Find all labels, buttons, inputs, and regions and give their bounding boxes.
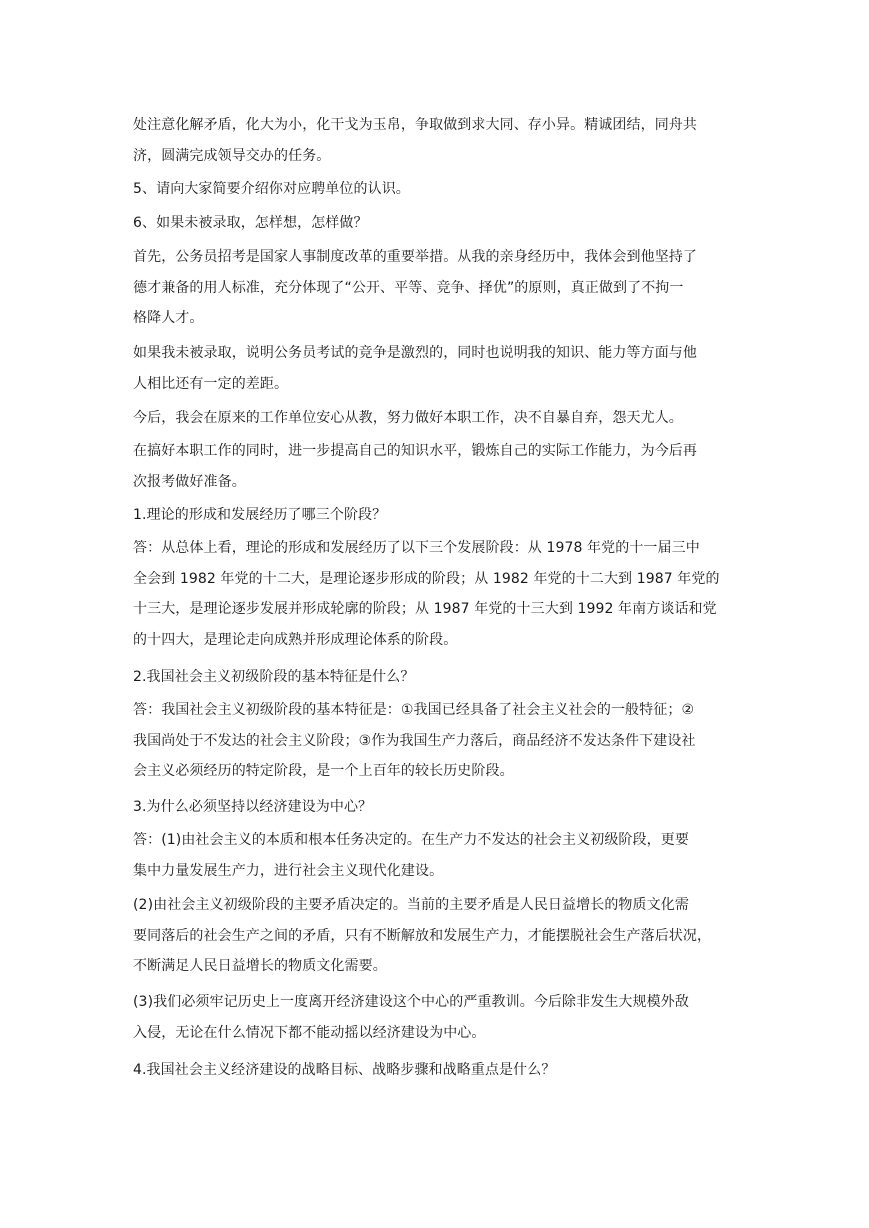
paragraph: [133, 987, 745, 1048]
text-line: 格降人才。: [133, 310, 204, 326]
text-line: 如果我未被录取，说明公务员考试的竞争是激烈的，同时也说明我的知识、能力等方面与他: [133, 345, 697, 361]
text-line: 集中力量发展生产力，进行社会主义现代化建设。: [133, 862, 444, 879]
text-line: (3)我们必须牢记历史上一度离开经济建设这个中心的严重教训。今后除非发生大规模外敌: [133, 994, 689, 1010]
paragraph: [133, 825, 745, 886]
text-line: 要同落后的社会生产之间的矛盾，只有不断解放和发展生产力，才能摆脱社会生产落后状况，: [133, 927, 712, 944]
paragraph: [133, 436, 745, 497]
paragraph: [133, 890, 745, 982]
text-line: 人相比还有一定的差距。: [133, 375, 289, 392]
text-line: 今后，我会在原来的工作单位安心从教，努力做好本职工作，决不自暴自弃，怨天尤人。: [133, 410, 683, 426]
text-line: 2.我国社会主义初级阶段的基本特征是什么？: [133, 669, 415, 685]
text-line: 答：(1)由社会主义的本质和根本任务决定的。在生产力不发达的社会主义初级阶段，更要: [133, 832, 689, 848]
paragraph: [133, 533, 745, 655]
text-line: 德才兼备的用人标准，充分体现了“公开、平等、竞争、择优”的原则，真正做到了不拘一: [133, 279, 684, 296]
text-line: 会主义必须经历的特定阶段，是一个上百年的较长历史阶段。: [133, 763, 514, 779]
paragraph: [133, 208, 745, 239]
text-line: 不断满足人民日益增长的物质文化需要。: [133, 958, 387, 974]
paragraph: [133, 662, 745, 693]
text-line: 首先，公务员招考是国家人事制度改革的重要举措。从我的亲身经历中，我体会到他坚持了: [133, 249, 697, 265]
paragraph: [133, 695, 745, 787]
text-line: 3.为什么必须坚持以经济建设为中心？: [133, 799, 373, 815]
text-line: 入侵，无论在什么情况下都不能动摇以经济建设为中心。: [133, 1024, 486, 1041]
paragraph: [133, 792, 745, 823]
paragraph: [133, 338, 745, 399]
text-line: 在搞好本职工作的同时，进一步提高自己的知识水平，锻炼自己的实际工作能力，为今后再: [133, 443, 697, 459]
text-line: 1.理论的形成和发展经历了哪三个阶段？: [133, 507, 387, 523]
paragraph: [133, 242, 745, 334]
text-line: 次报考做好准备。: [133, 473, 246, 490]
paragraph: [133, 110, 745, 171]
text-line: 我国尚处于不发达的社会主义阶段；③作为我国生产力落后，商品经济不发达条件下建设社: [133, 732, 696, 749]
paragraph: [133, 500, 745, 531]
text-line: 济，圆满完成领导交办的任务。: [133, 147, 331, 164]
text-line: 5、请向大家简要介绍你对应聘单位的认识。: [133, 181, 410, 197]
text-line: 4.我国社会主义经济建设的战略目标、战略步骤和战略重点是什么？: [133, 1062, 556, 1078]
text-line: 6、如果未被录取，怎样想，怎样做？: [133, 215, 368, 231]
text-line: 处注意化解矛盾，化大为小，化干戈为玉帛，争取做到求大同、存小异。精诚团结，同舟共: [133, 117, 697, 133]
text-line: 十三大，是理论逐步发展并形成轮廓的阶段；从 1987 年党的十三大到 1992 年南方谈话和党: [133, 601, 717, 617]
text-line: 的十四大，是理论走向成熟并形成理论体系的阶段。: [133, 631, 458, 648]
paragraph: [133, 403, 745, 434]
paragraph: [133, 1055, 745, 1086]
text-line: (2)由社会主义初级阶段的主要矛盾决定的。当前的主要矛盾是人民日益增长的物质文化需: [133, 897, 689, 913]
text-line: 答：从总体上看，理论的形成和发展经历了以下三个发展阶段：从 1978 年党的十一届三中: [133, 540, 700, 556]
text-line: 全会到 1982 年党的十二大，是理论逐步形成的阶段；从 1982 年党的十二大到 1987 年党的: [133, 570, 720, 587]
text-line: 答：我国社会主义初级阶段的基本特征是：①我国已经具备了社会主义社会的一般特征；②: [133, 702, 695, 718]
paragraph: [133, 174, 745, 205]
